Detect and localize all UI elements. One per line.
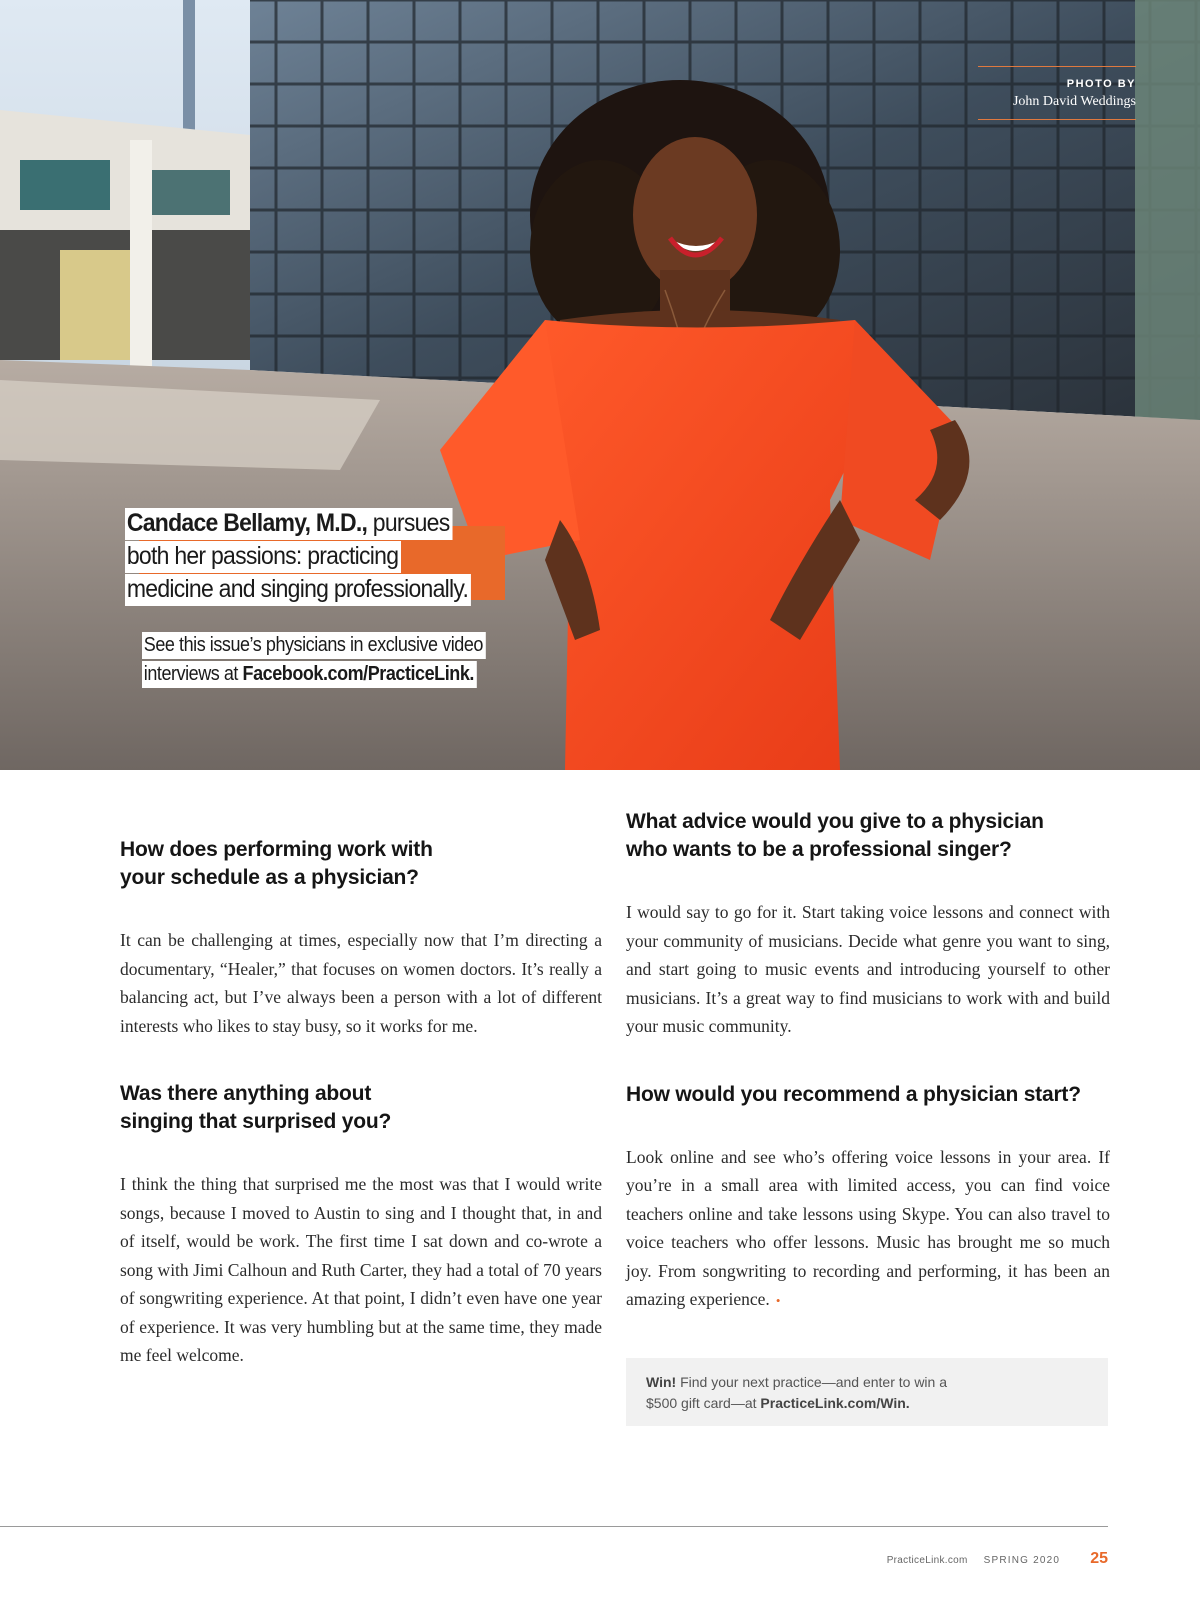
video-note-line-2 bbox=[142, 661, 477, 688]
win-promo-box bbox=[626, 1358, 1108, 1426]
question-heading: Was there anything about singing that surprised you? bbox=[120, 1082, 392, 1133]
caption-line-3: medicine and singing professionally. bbox=[125, 574, 471, 606]
photo-credit bbox=[978, 66, 1136, 120]
win-lead: Win! bbox=[646, 1374, 677, 1390]
photo-caption bbox=[125, 508, 505, 607]
page-number: 25 bbox=[1090, 1550, 1108, 1567]
footer-issue: SPRING 2020 bbox=[983, 1555, 1061, 1566]
answer-paragraph: It can be challenging at times, especially now that I’m directing a documentary, “Healer,” that focuses on women doctors. It’s really a balancing act, but I’ve always been a person with a lot of different interests who likes to stay busy, so it works for me. bbox=[120, 930, 602, 1036]
caption-name: Candace Bellamy, M.D., bbox=[126, 509, 368, 537]
question-heading: How would you recommend a physician start? bbox=[626, 1082, 1081, 1106]
article-column-left bbox=[120, 836, 602, 1370]
question-heading: How does performing work with your schedule as a physician? bbox=[120, 838, 433, 889]
video-note-line-1: See this issue’s physicians in exclusive video bbox=[142, 632, 486, 659]
video-note bbox=[142, 632, 562, 690]
answer-paragraph: I would say to go for it. Start taking voice lessons and connect with your community of musicians. Decide what genre you want to sing, and start going to music events and introducing yourself to other musicians. It’s a great way to find musicians to work with and build your music community. bbox=[626, 902, 1110, 1036]
win-line-1-text: Find your next practice—and enter to win a bbox=[676, 1374, 948, 1390]
question-heading: What advice would you give to a physician who wants to be a professional singer? bbox=[626, 810, 1044, 861]
hero-photo bbox=[0, 0, 1200, 770]
credit-rule-bottom bbox=[978, 119, 1136, 120]
caption-line-2: both her passions: practicing bbox=[125, 541, 401, 573]
win-line-2 bbox=[646, 1393, 1088, 1414]
win-line-2-text: $500 gift card—at bbox=[646, 1395, 761, 1411]
photo-credit-name: John David Weddings bbox=[1012, 94, 1136, 109]
answer-paragraph: I think the thing that surprised me the most was that I would write songs, because I moved to Austin to sing and I thought that, in and of itself, would be work. The first time I sat down and co-wrote a song with Jimi Calhoun and Ruth Carter, they had a total of 70 years of songwriting experience. At that point, I didn’t even have one year of experience. It was very humbling but at the same time, they made me feel welcome. bbox=[120, 1174, 602, 1365]
facebook-link[interactable]: Facebook.com/PracticeLink. bbox=[242, 663, 474, 685]
footer-rule bbox=[0, 1526, 1108, 1527]
page-footer bbox=[887, 1550, 1108, 1568]
photo-credit-label: PHOTO BY bbox=[1066, 78, 1136, 90]
caption-line-1-rest: pursues bbox=[367, 509, 450, 537]
article-column-right bbox=[626, 808, 1110, 1316]
answer-paragraph bbox=[626, 1143, 1110, 1316]
win-line-1 bbox=[646, 1372, 1088, 1393]
video-note-prefix: interviews at bbox=[143, 663, 243, 685]
end-mark-icon: • bbox=[775, 1293, 781, 1308]
footer-site[interactable]: PracticeLink.com bbox=[886, 1555, 968, 1566]
credit-rule-top bbox=[978, 66, 1136, 67]
answer-text: Look online and see who’s offering voice lessons in your area. If you’re in a small area with limited access, you can find voice teachers online and take lessons using Skype. You can also travel to voice teachers who offer lessons. Music has brought me so much joy. From songwriting to recording and performing, it has been an amazing experience. bbox=[626, 1146, 1110, 1309]
caption-line-1 bbox=[125, 508, 452, 540]
win-link[interactable]: PracticeLink.com/Win. bbox=[760, 1395, 910, 1411]
